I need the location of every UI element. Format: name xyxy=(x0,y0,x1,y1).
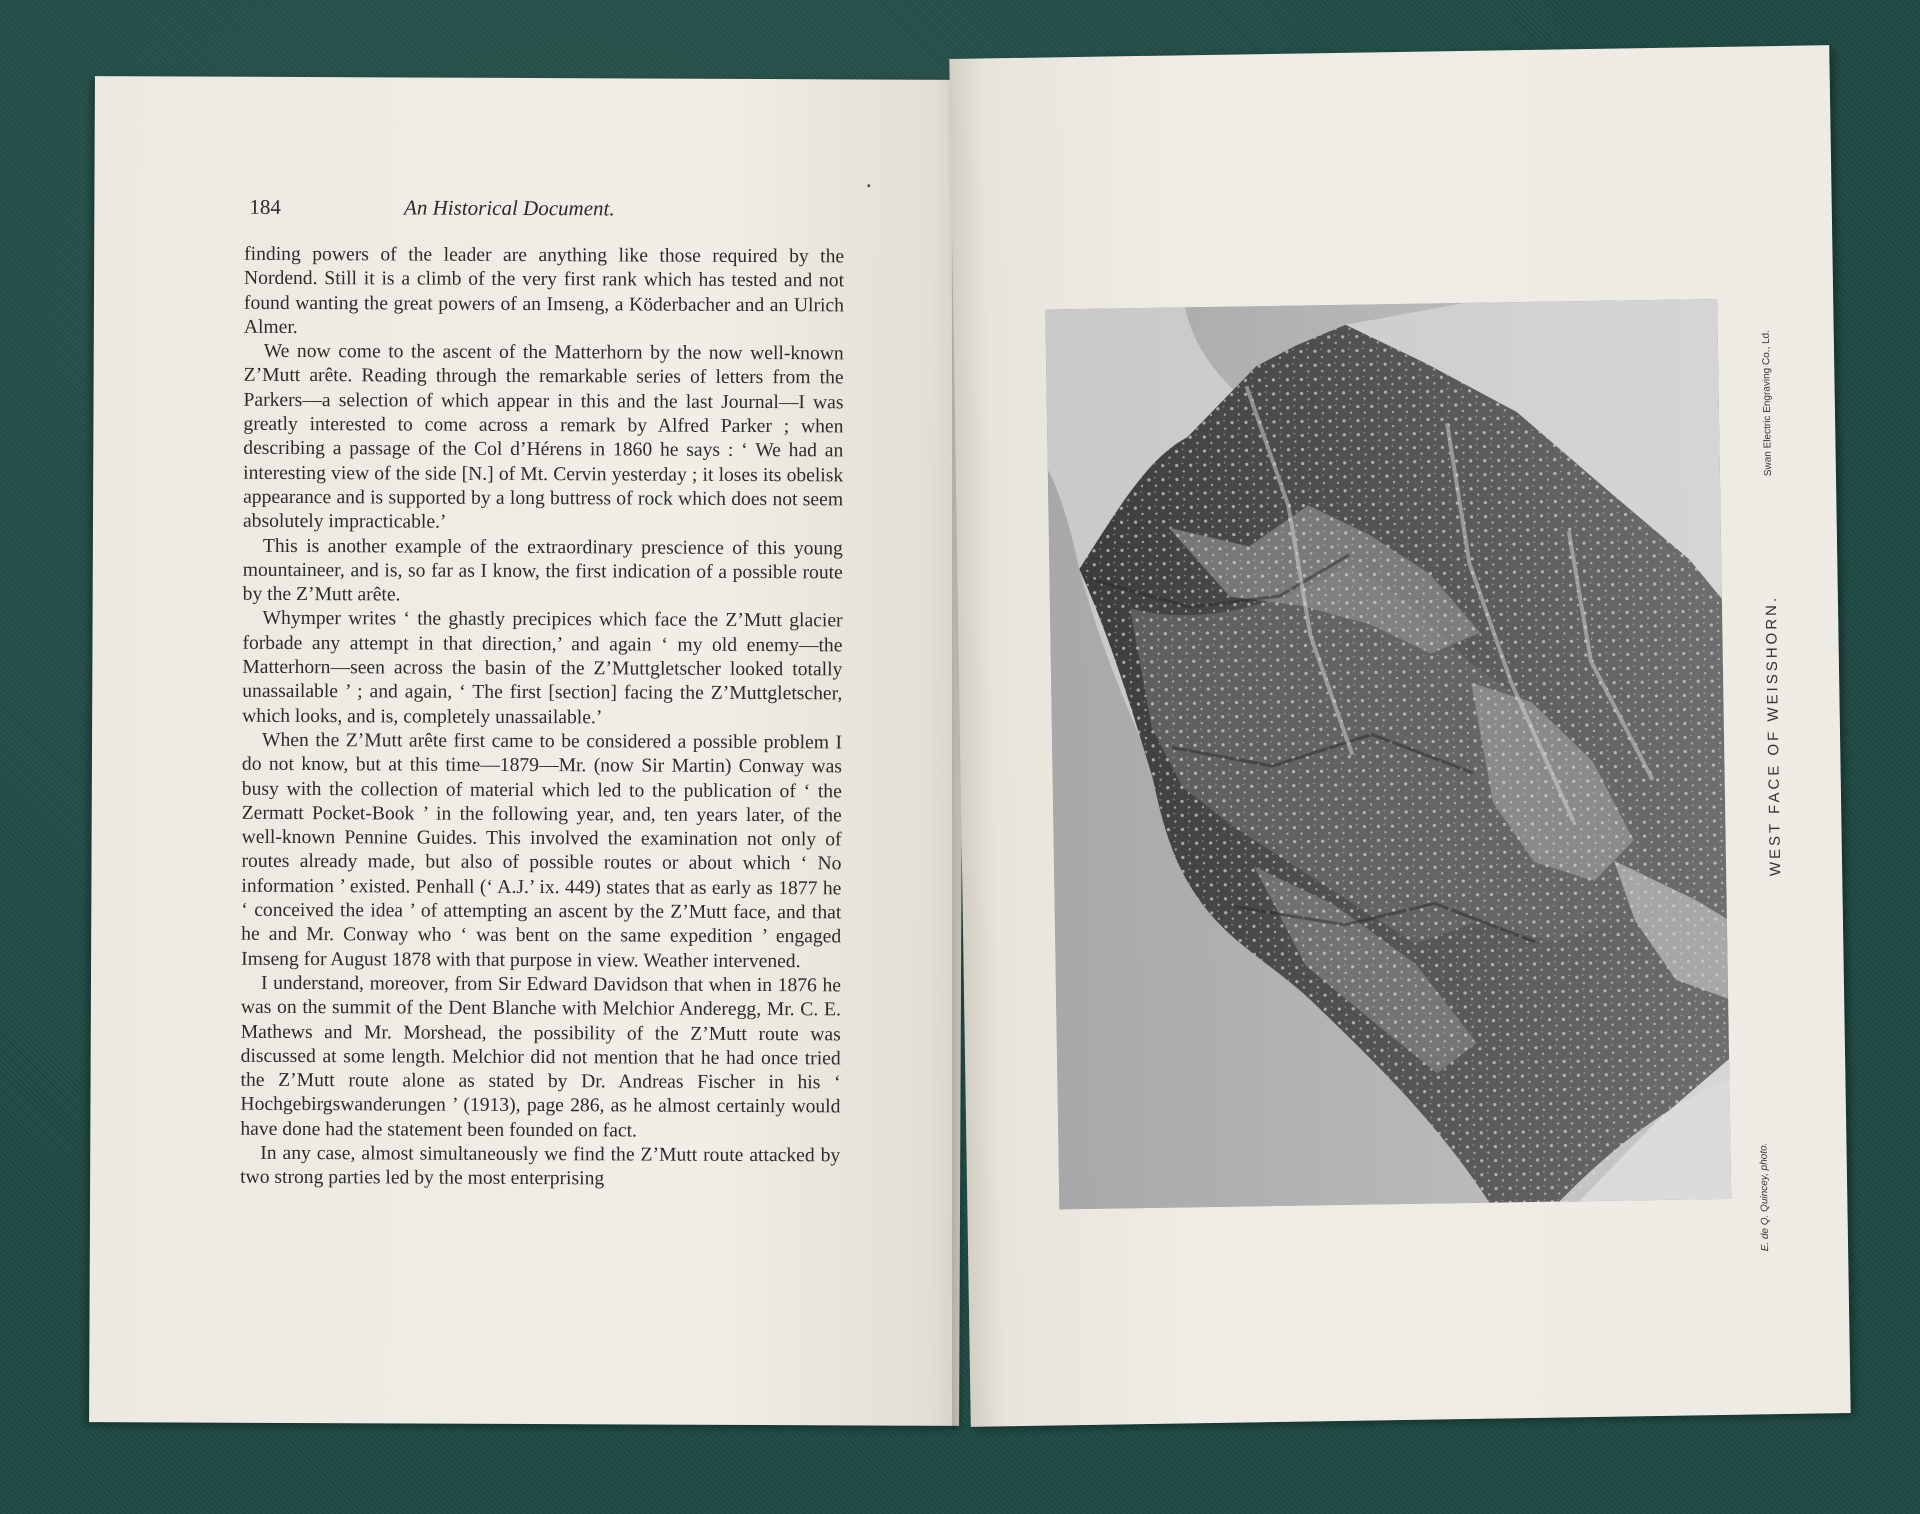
paragraph: When the Z’Mutt arête first came to be considered a possible problem I do not know, but at this time—1879—Mr. (now Sir Martin) Conway was busy with the collection of material which led to the publication of ‘ the Zermatt Pocket-Book ’ in the following year, and, ten years later, of the well-known Pennine Guides. This involved the examination not only of routes already made, but also of possible routes or about which ‘ No information ’ existed. Penhall (‘ A.J.’ ix. 449) states that as early as 1877 he ‘ conceived the idea ’ of attempting an ascent by the Z’Mutt face, and that he and Mr. Conway who ‘ was bent on the same expedition ’ engaged Imseng for August 1878 with that purpose in view. Weather intervened. xyxy=(241,729,843,972)
paragraph: We now come to the ascent of the Matterhorn by the now well-known Z’Mutt arête. Reading through the remarkable series of letters from the Parkers—a selection of which appear in this and the last Journal—I was greatly interested to come across a remark by Alfred Parker ; when describing a passage of the Col d’Hérens in 1860 he says : ‘ We had an interesting view of the side [N.] of Mt. Cervin yesterday ; it loses its obelisk appearance and is supported by a long buttress of rock which does not seem absolutely impracticable.’ xyxy=(242,341,844,533)
stitch-mark xyxy=(867,184,870,187)
photo-credit: E. de Q. Quincey, photo. xyxy=(1758,1142,1772,1252)
paragraph: This is another example of the extraordinary prescience of this young mountaineer, and is, so far as I know, the first indication of a possible route by the Z’Mutt arête. xyxy=(242,535,843,606)
paragraph: Whymper writes ‘ the ghastly precipices which face the Z’Mutt glacier forbade any attempt in that direction,’ and again ‘ my old enemy—the Matterhorn—seen across the basin of the Z’Muttgletscher looked totally unassailable ’ ; and again, ‘ The first [section] facing the Z’Muttgletscher, which looks, and is, completely unassailable.’ xyxy=(242,608,843,728)
left-page xyxy=(89,76,965,1426)
mountain-illustration xyxy=(1045,299,1731,1209)
mountain-photograph xyxy=(1045,299,1731,1209)
page-number: 184 xyxy=(249,194,281,219)
engraver-credit: Swan Electric Engraving Co., Ld. xyxy=(1760,329,1774,477)
paragraph: finding powers of the leader are anything like those required by the Nordend. Still it is a climb of the very first rank which has tested and not found wanting the great powers of an Imseng, a Köderbacher and an Ulrich Almer. xyxy=(243,243,845,338)
plate-caption: WEST FACE OF WEISSHORN. xyxy=(1762,594,1785,877)
paragraph: I understand, moreover, from Sir Edward Davidson that when in 1876 he was on the summit of the Dent Blanche with Melchior Anderegg, Mr. C. E. Mathews and Mr. Morshead, the possibility of the Z’Mutt route was discussed at some length. Melchior did not mention that he had once tried the Z’Mutt route alone as stated by Dr. Andreas Fischer in his ‘ Hochgebirgswanderungen ’ (1913), page 286, as he almost certainly would have done had the statement been founded on fact. xyxy=(240,972,842,1142)
paragraph: In any case, almost simultaneously we find the Z’Mutt route attacked by two strong parties led by the most enterprising xyxy=(240,1142,841,1190)
right-page xyxy=(949,45,1850,1427)
running-title: An Historical Document. xyxy=(404,195,615,221)
page-header xyxy=(249,194,769,221)
body-text xyxy=(240,243,844,1193)
